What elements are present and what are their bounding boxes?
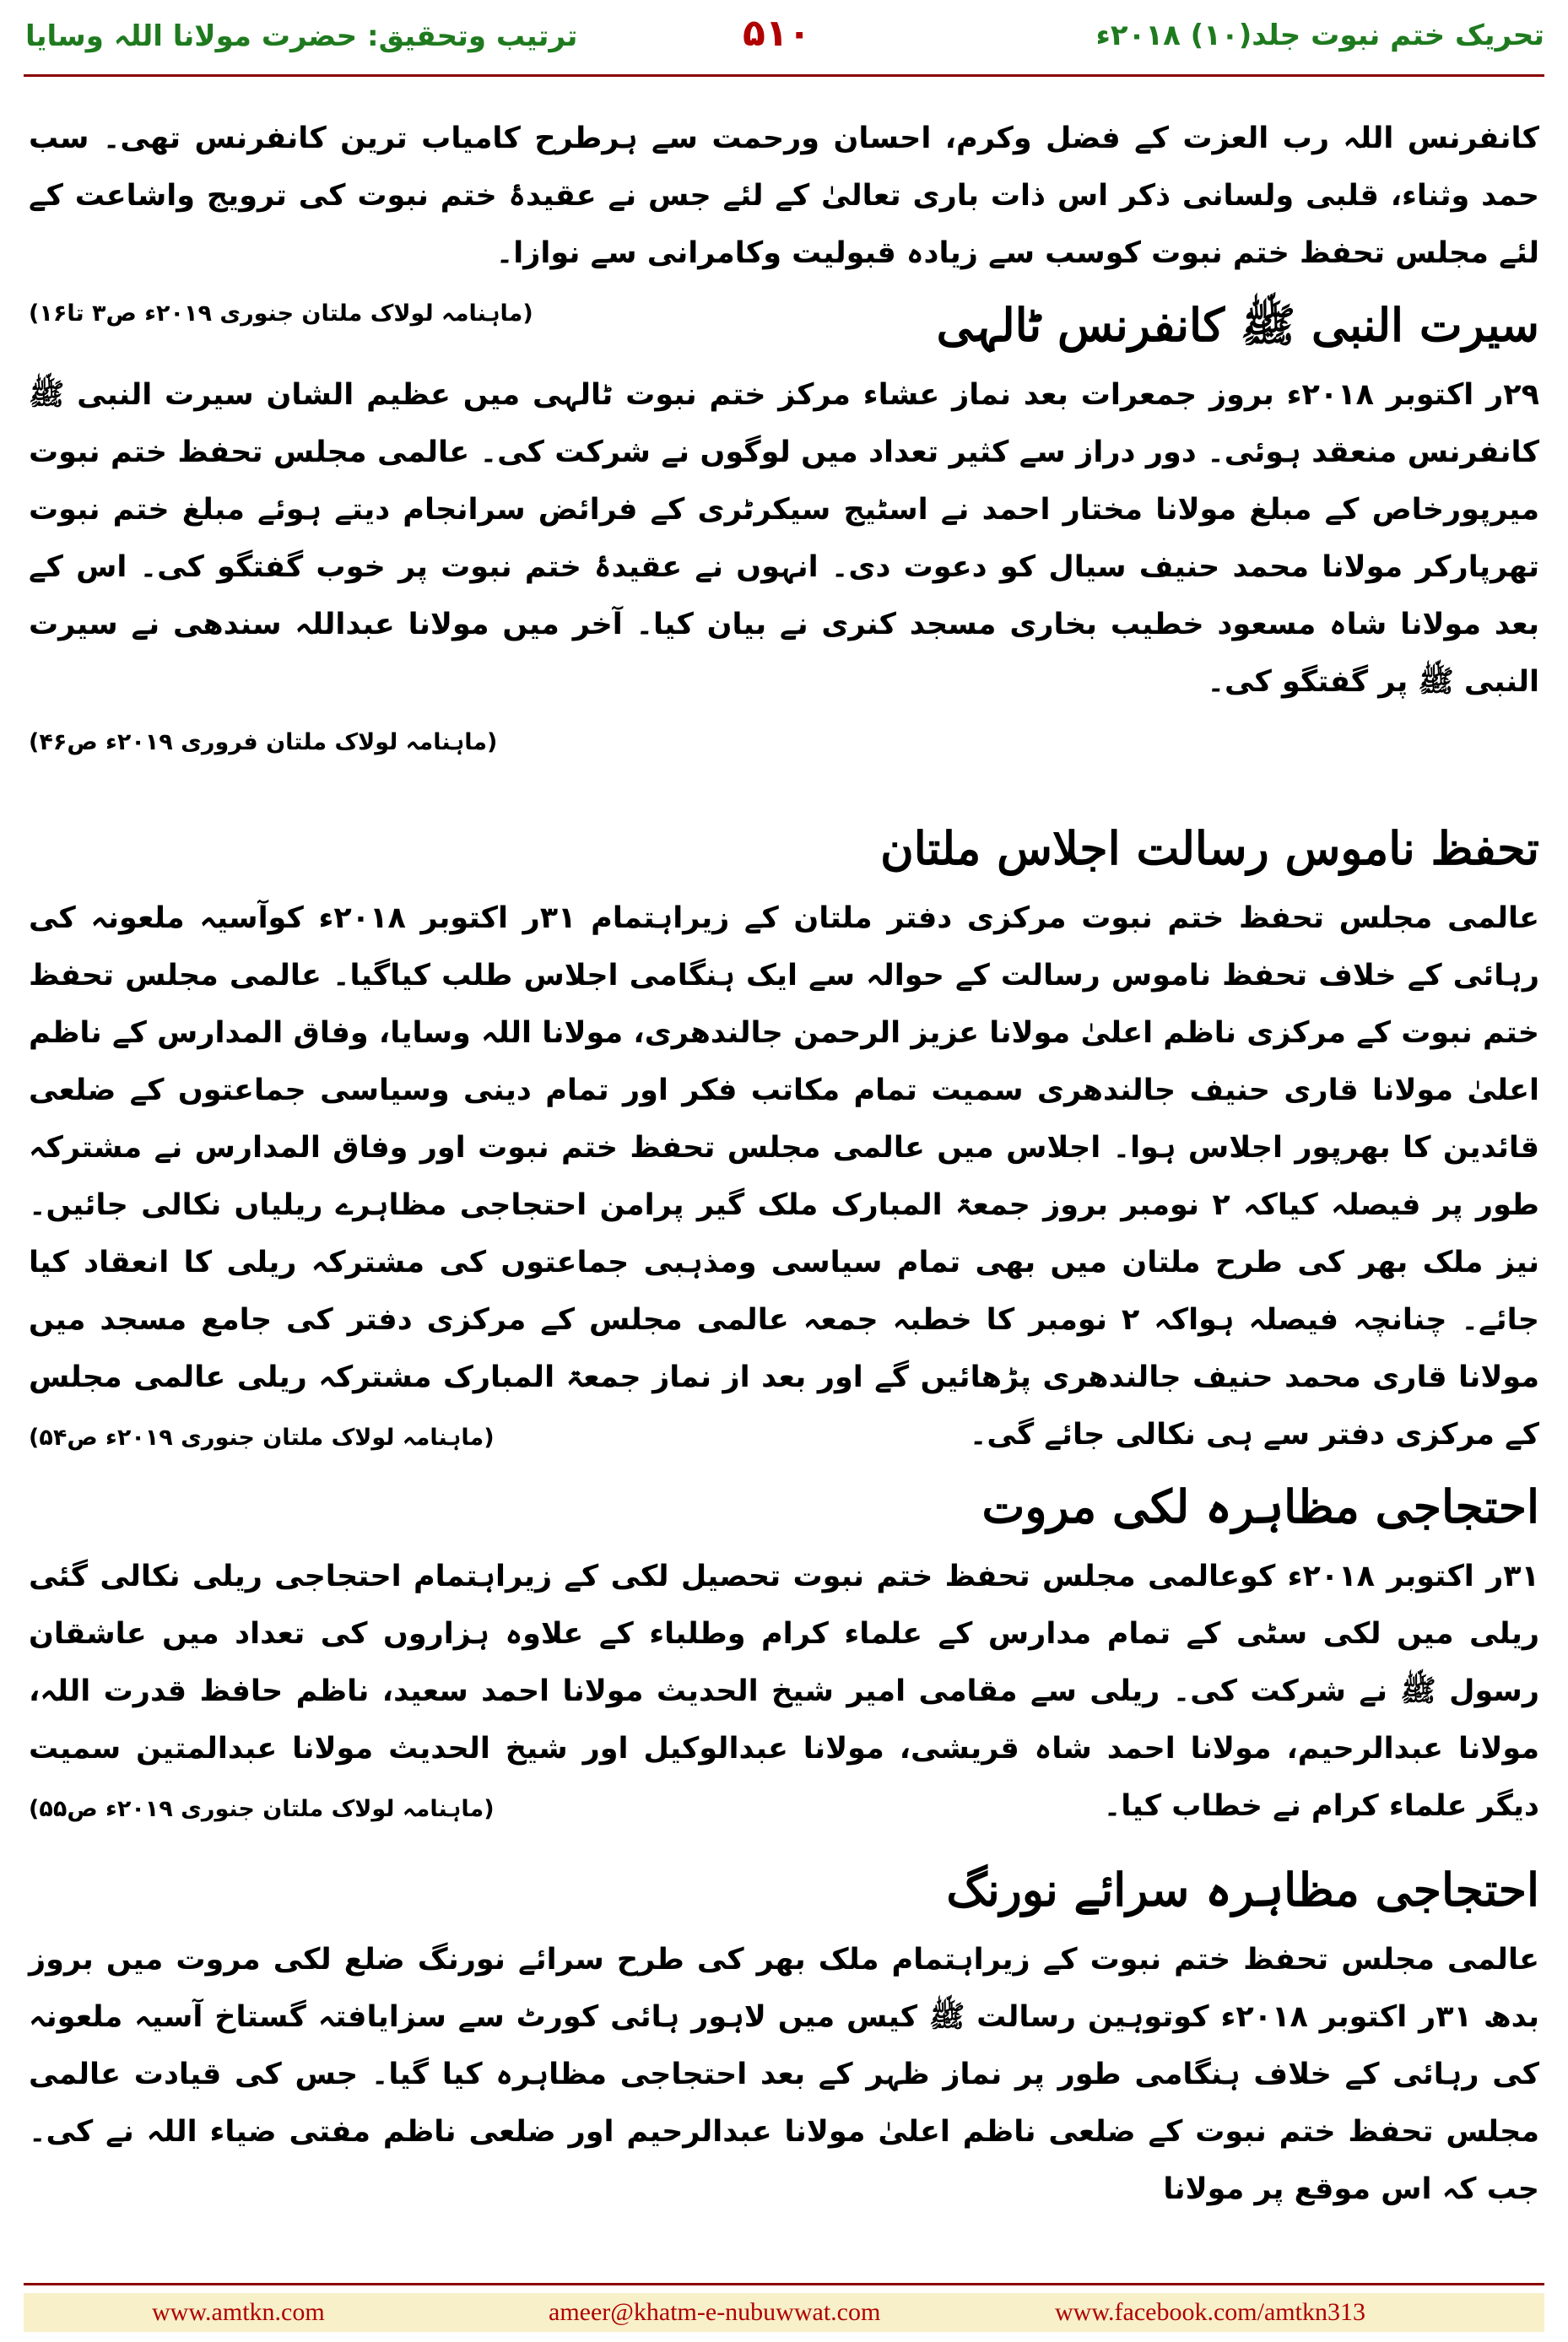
talhi-paragraph: ۲۹ر اکتوبر ۲۰۱۸ء بروز جمعرات بعد نماز عشاء مرکز ختم نبوت ٹالہی میں عظیم الشان سیرت النبی ﷺ کانفرنس منعقد ہوئی۔ دور دراز سے کثیر تعداد میں لوگوں نے شرکت کی۔ عالمی مجلس تحفظ ختم نبوت میرپورخاص کے مبلغ مولانا مختار احمد نے اسٹیج سیکرٹری کے فرائض سرانجام دیتے ہوئے مبلغ ختم نبوت تھرپارکر مولانا محمد حنیف سیال کو دعوت دی۔ انہوں نے عقیدۂ ختم نبوت پر خوب گفتگو کی۔ اس کے بعد مولانا شاہ مسعود خطیب بخاری مسجد کنری نے بیان کیا۔ آخر میں مولانا عبداللہ سندھی نے سیرت النبی ﷺ پر گفتگو کی۔ (29, 378, 1540, 699)
footer-divider (24, 2283, 1544, 2285)
multan-text: عالمی مجلس تحفظ ختم نبوت مرکزی دفتر ملتان کے زیراہتمام ۳۱ر اکتوبر ۲۰۱۸ء کوآسیہ ملعونہ کی رہائی کے خلاف تحفظ ناموس رسالت کے حوالہ سے ایک ہنگامی اجلاس طلب کیاگیا۔ عالمی مجلس تحفظ ختم نبوت کے مرکزی ناظم اعلیٰ مولانا عزیز الرحمن جالندھری، مولانا اللہ وسایا، وفاق المدارس کے ناظم اعلیٰ مولانا قاری حنیف جالندھری سمیت تمام مکاتب فکر اور تمام دینی وسیاسی جماعتوں کے ضلعی قائدین کا بھرپور اجلاس ہوا۔ اجلاس میں عالمی مجلس تحفظ ختم نبوت اور وفاق المدارس نے مشترکہ طور پر فیصلہ کیاکہ ۲ نومبر بروز جمعۃ المبارک ملک گیر پرامن احتجاجی مظاہرے ریلیاں نکالی جائیں۔ نیز ملک بھر کی طرح ملتان میں بھی تمام سیاسی ومذہبی جماعتوں کی مشترکہ ریلی کا انعقاد کیا جائے۔ چنانچہ فیصلہ ہواکہ ۲ نومبر کا خطبہ جمعہ عالمی مجلس کے مرکزی دفتر کی جامع مسجد میں مولانا قاری محمد حنیف جالندھری پڑھائیں گے اور بعد از نماز جمعۃ المبارک مشترکہ ریلی عالمی مجلس کے مرکزی دفتر سے ہی نکالی جائے گی۔ (29, 901, 1540, 1452)
multan-source: (ماہنامہ لولاک ملتان جنوری ۲۰۱۹ء ص۵۴) (29, 1425, 495, 1451)
facebook-link[interactable]: www.facebook.com/amtkn313 (1055, 2298, 1365, 2326)
page-footer (0, 2283, 1568, 2342)
book-title: تحریک ختم نبوت جلد(۱۰) ۲۰۱۸ء (1095, 19, 1544, 52)
page-body (29, 110, 1540, 2206)
heading-naurang: احتجاجی مظاہرہ سرائے نورنگ (946, 1863, 1539, 1917)
header-divider (24, 74, 1544, 77)
heading-marwat: احتجاجی مظاہرہ لکی مروت (981, 1479, 1539, 1533)
page-number: ۵۱۰ (743, 12, 811, 55)
heading-multan: تحفظ ناموس رسالت اجلاس ملتان (880, 821, 1539, 875)
marwat-paragraph (29, 1548, 1539, 1835)
marwat-source: (ماہنامہ لولاک ملتان جنوری ۲۰۱۹ء ص۵۵) (29, 1796, 495, 1822)
marwat-text: ۳۱ر اکتوبر ۲۰۱۸ء کوعالمی مجلس تحفظ ختم نبوت تحصیل لکی کے زیراہتمام احتجاجی ریلی نکالی گئی ریلی میں لکی سٹی کے تمام مدارس کے علماء کرام وطلباء کے علاوہ ہزاروں کی تعداد میں عاشقان رسول ﷺ نے شرکت کی۔ ریلی سے مقامی امیر شیخ الحدیث مولانا احمد سعید، ناظم حافظ قدرت اللہ، مولانا عبدالرحیم، مولانا احمد شاہ قریشی، مولانا عبدالوکیل اور شیخ الحدیث مولانا عبدالمتین سمیت دیگر علماء کرام نے خطاب کیا۔ (29, 1560, 1539, 1823)
page-header (0, 0, 1568, 78)
multan-paragraph (29, 890, 1539, 1463)
naurang-paragraph: عالمی مجلس تحفظ ختم نبوت کے زیراہتمام ملک بھر کی طرح سرائے نورنگ ضلع لکی مروت میں بروز بدھ ۳۱ر اکتوبر ۲۰۱۸ء کوتوہین رسالت ﷺ کیس میں لاہور ہائی کورٹ سے سزایافتہ گستاخ آسیہ ملعونہ کی رہائی کے خلاف ہنگامی طور پر نماز ظہر کے بعد احتجاجی مظاہرہ کیا گیا۔ جس کی قیادت عالمی مجلس تحفظ ختم نبوت کے ضلعی ناظم اعلیٰ مولانا عبدالرحیم اور ضلعی ناظم مفتی ضیاء اللہ نے کی۔ جب کہ اس موقع پر مولانا (29, 1943, 1539, 2206)
intro-source: (ماہنامہ لولاک ملتان جنوری ۲۰۱۹ء ص۳ تا۱۶) (29, 300, 533, 327)
intro-text: کانفرنس اللہ رب العزت کے فضل وکرم، احسان ورحمت سے ہرطرح کامیاب ترین کانفرنس تھی۔ سب حمد وثناء، قلبی ولسانی ذکر اس ذات باری تعالیٰ کے لئے جس نے عقیدۂ ختم نبوت کی ترویج واشاعت کے لئے مجلس تحفظ ختم نبوت کوسب سے زیادہ قبولیت وکامرانی سے نوازا۔ (29, 122, 1539, 270)
talhi-source: (ماہنامہ لولاک ملتان فروری ۲۰۱۹ء ص۴۶) (29, 729, 498, 755)
compiler-credit: ترتیب وتحقیق: حضرت مولانا اللہ وسایا (25, 19, 578, 53)
email-link[interactable]: ameer@khatm-e-nubuwwat.com (549, 2298, 881, 2326)
heading-talhi: سیرت النبی ﷺ کانفرنس ٹالہی (936, 298, 1539, 352)
website-link[interactable]: www.amtkn.com (152, 2298, 325, 2326)
